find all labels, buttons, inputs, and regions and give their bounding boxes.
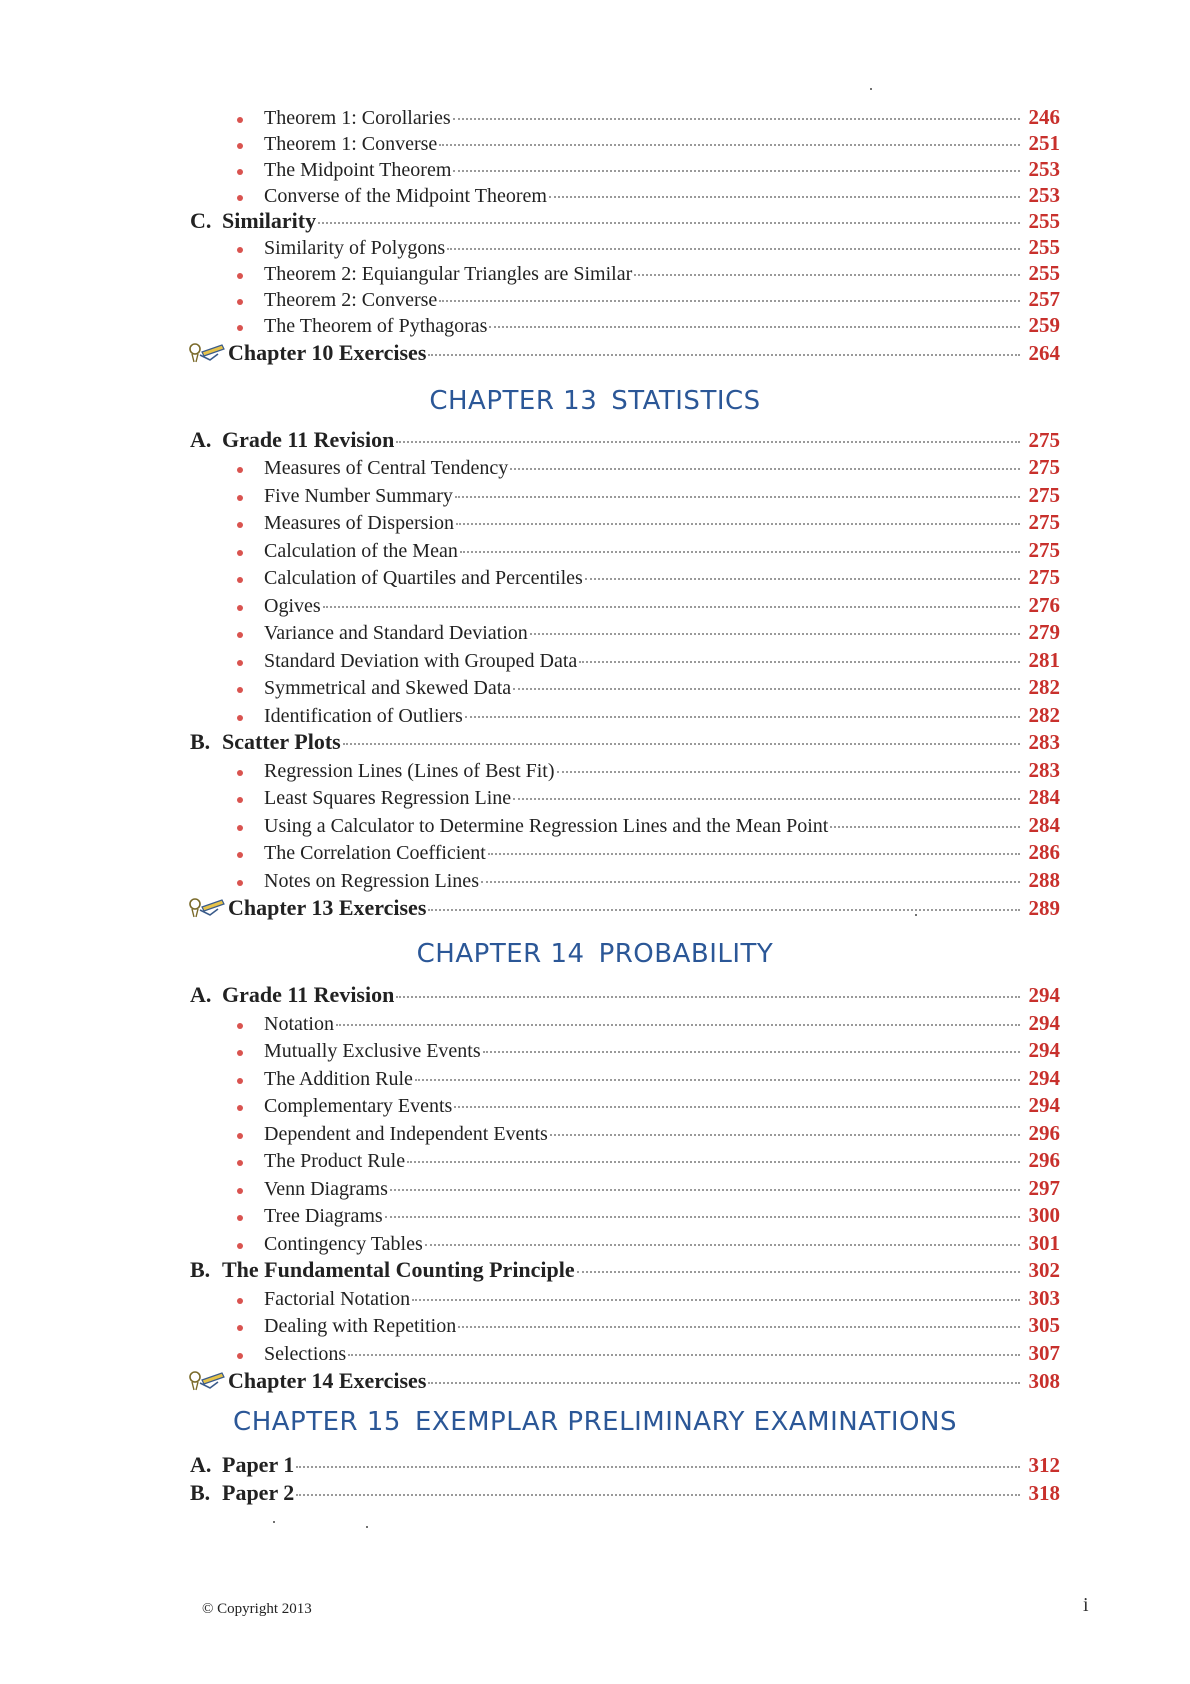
- toc-entry[interactable]: Five Number Summary 275: [190, 480, 1060, 506]
- toc-entry[interactable]: Measures of Dispersion 275: [190, 507, 1060, 533]
- toc-entry[interactable]: Symmetrical and Skewed Data 282: [190, 672, 1060, 698]
- dot-leader: [460, 531, 1020, 553]
- dot-leader: [336, 1004, 1020, 1026]
- copyright-notice: © Copyright 2013: [202, 1601, 312, 1617]
- dot-leader: [455, 476, 1020, 498]
- page-number: 308: [1028, 1369, 1060, 1393]
- toc-entry[interactable]: Theorem 1: Converse 251: [190, 128, 1060, 154]
- page-number: 251: [1028, 131, 1060, 155]
- toc-entry[interactable]: Contingency Tables 301: [190, 1228, 1060, 1254]
- toc-entry[interactable]: Converse of the Midpoint Theorem 253: [190, 180, 1060, 206]
- page-number: 294: [1028, 1093, 1060, 1117]
- page-number: 300: [1028, 1203, 1060, 1227]
- page-number: 275: [1028, 428, 1060, 452]
- page-number: 294: [1028, 983, 1060, 1007]
- dot-leader: [530, 613, 1020, 635]
- page-number: 276: [1028, 593, 1060, 617]
- dot-leader: [453, 98, 1020, 120]
- dot-leader: [323, 586, 1020, 608]
- page-number: 302: [1028, 1258, 1060, 1282]
- page-number: 255: [1028, 209, 1060, 233]
- page-number: 286: [1028, 840, 1060, 864]
- toc-entry[interactable]: Regression Lines (Lines of Best Fit) 283: [190, 755, 1060, 781]
- pencil-hand-icon: [188, 340, 226, 364]
- page-number: 279: [1028, 620, 1060, 644]
- toc-entry[interactable]: Mutually Exclusive Events 294: [190, 1035, 1060, 1061]
- section-letter: C.: [190, 208, 212, 233]
- toc-entry[interactable]: The Midpoint Theorem 253: [190, 154, 1060, 180]
- page-number: 253: [1028, 157, 1060, 181]
- page-number: 307: [1028, 1341, 1060, 1365]
- page-number: 281: [1028, 648, 1060, 672]
- toc-entry[interactable]: Calculation of Quartiles and Percentiles 275: [190, 562, 1060, 588]
- page-number: 294: [1028, 1038, 1060, 1062]
- page-number: 255: [1028, 235, 1060, 259]
- dot-leader: [412, 1279, 1020, 1301]
- section-letter: B.: [190, 729, 211, 754]
- dot-leader: [439, 124, 1020, 146]
- dot-leader: [348, 1334, 1020, 1356]
- toc-entry[interactable]: The Correlation Coefficient 286: [190, 837, 1060, 863]
- dot-leader: [428, 889, 1020, 911]
- toc-section[interactable]: C. Similarity 255: [190, 206, 1060, 232]
- chapter-heading: CHAPTER 14 PROBABILITY: [416, 939, 774, 969]
- page-number: 283: [1028, 730, 1060, 754]
- toc-entry[interactable]: Theorem 1: Corollaries 246: [190, 102, 1060, 128]
- dot-leader: [489, 306, 1020, 328]
- page-number: 296: [1028, 1148, 1060, 1172]
- dot-leader: [390, 1169, 1020, 1191]
- page-number: 303: [1028, 1286, 1060, 1310]
- section-letter: A.: [190, 1452, 212, 1477]
- page-number: 284: [1028, 813, 1060, 837]
- dot-leader: [458, 1306, 1020, 1328]
- toc-entry[interactable]: The Theorem of Pythagoras 259: [190, 310, 1060, 336]
- toc-section[interactable]: A. Grade 11 Revision 294: [190, 980, 1060, 1006]
- toc-exercises[interactable]: Chapter 10 Exercises 264: [188, 338, 1060, 364]
- dot-leader: [454, 1086, 1020, 1108]
- dot-leader: [483, 1031, 1020, 1053]
- toc-entry[interactable]: Least Squares Regression Line 284: [190, 782, 1060, 808]
- page-number: 294: [1028, 1011, 1060, 1035]
- page-number: 259: [1028, 313, 1060, 337]
- dot-leader: [557, 751, 1020, 773]
- dot-leader: [577, 1251, 1020, 1273]
- toc-entry[interactable]: Theorem 2: Equiangular Triangles are Similar 255: [190, 258, 1060, 284]
- dot-leader: [488, 833, 1020, 855]
- page-number: 255: [1028, 261, 1060, 285]
- dot-leader: [428, 1362, 1020, 1384]
- section-letter: A.: [190, 427, 212, 452]
- page-number: 275: [1028, 565, 1060, 589]
- toc-entry[interactable]: Ogives 276: [190, 590, 1060, 616]
- toc-exercises[interactable]: Chapter 13 Exercises 289: [188, 893, 1060, 919]
- page-number: 301: [1028, 1231, 1060, 1255]
- page-number: 275: [1028, 510, 1060, 534]
- dot-leader: [481, 861, 1020, 883]
- scan-speck: [915, 914, 917, 916]
- scan-speck: [366, 1526, 368, 1528]
- toc-entry[interactable]: Selections 307: [190, 1338, 1060, 1364]
- dot-leader: [579, 641, 1020, 663]
- toc-section[interactable]: A. Grade 11 Revision 275: [190, 425, 1060, 451]
- toc-entry[interactable]: Notes on Regression Lines 288: [190, 865, 1060, 891]
- toc-section[interactable]: B. Paper 2 318: [190, 1478, 1060, 1504]
- toc-exercises[interactable]: Chapter 14 Exercises 308: [188, 1366, 1060, 1392]
- toc-entry[interactable]: Venn Diagrams 297: [190, 1173, 1060, 1199]
- dot-leader: [550, 1114, 1020, 1136]
- toc-entry[interactable]: Variance and Standard Deviation 279: [190, 617, 1060, 643]
- dot-leader: [447, 228, 1020, 250]
- dot-leader: [428, 334, 1020, 356]
- page-number: 282: [1028, 675, 1060, 699]
- toc-entry[interactable]: Notation 294: [190, 1008, 1060, 1034]
- chapter-heading: CHAPTER 13 STATISTICS: [429, 386, 761, 416]
- page-folio: i: [1083, 1594, 1089, 1616]
- page-number: 297: [1028, 1176, 1060, 1200]
- page-number: 257: [1028, 287, 1060, 311]
- toc-entry[interactable]: The Addition Rule 294: [190, 1063, 1060, 1089]
- toc-entry[interactable]: Dealing with Repetition 305: [190, 1310, 1060, 1336]
- pencil-hand-icon: [188, 1368, 226, 1392]
- page-number: 275: [1028, 538, 1060, 562]
- dot-leader: [830, 806, 1020, 828]
- dot-leader: [513, 668, 1020, 690]
- dot-leader: [456, 503, 1020, 525]
- page-number: 264: [1028, 341, 1060, 365]
- page-number: 282: [1028, 703, 1060, 727]
- toc-entry[interactable]: Standard Deviation with Grouped Data 281: [190, 645, 1060, 671]
- dot-leader: [396, 421, 1020, 443]
- dot-leader: [425, 1224, 1020, 1246]
- toc-section[interactable]: B. Scatter Plots 283: [190, 727, 1060, 753]
- dot-leader: [385, 1196, 1020, 1218]
- dot-leader: [296, 1474, 1020, 1496]
- dot-leader: [549, 176, 1020, 198]
- section-letter: A.: [190, 982, 212, 1007]
- page-number: 305: [1028, 1313, 1060, 1337]
- toc-entry[interactable]: Factorial Notation 303: [190, 1283, 1060, 1309]
- dot-leader: [585, 558, 1020, 580]
- dot-leader: [465, 696, 1020, 718]
- dot-leader: [634, 254, 1020, 276]
- page-number: 284: [1028, 785, 1060, 809]
- page-number: 288: [1028, 868, 1060, 892]
- dot-leader: [439, 280, 1020, 302]
- page-number: 275: [1028, 455, 1060, 479]
- toc-entry[interactable]: Theorem 2: Converse 257: [190, 284, 1060, 310]
- toc-entry[interactable]: Calculation of the Mean 275: [190, 535, 1060, 561]
- page-number: 283: [1028, 758, 1060, 782]
- page-number: 312: [1028, 1453, 1060, 1477]
- page-number: 296: [1028, 1121, 1060, 1145]
- dot-leader: [343, 723, 1020, 745]
- toc-entry[interactable]: Similarity of Polygons 255: [190, 232, 1060, 258]
- dot-leader: [407, 1141, 1020, 1163]
- toc-entry[interactable]: Identification of Outliers 282: [190, 700, 1060, 726]
- toc-entry[interactable]: Dependent and Independent Events 296: [190, 1118, 1060, 1144]
- dot-leader: [453, 150, 1020, 172]
- scan-speck: [273, 1521, 275, 1523]
- chapter-heading: CHAPTER 15 EXEMPLAR PRELIMINARY EXAMINATIONS: [233, 1407, 957, 1437]
- page-number: 253: [1028, 183, 1060, 207]
- page-number: 318: [1028, 1481, 1060, 1505]
- toc-entry[interactable]: Using a Calculator to Determine Regression Lines and the Mean Point 284: [190, 810, 1060, 836]
- section-letter: B.: [190, 1480, 211, 1505]
- section-letter: B.: [190, 1257, 211, 1282]
- page-number: 275: [1028, 483, 1060, 507]
- toc-entry[interactable]: Complementary Events 294: [190, 1090, 1060, 1116]
- page-number: 294: [1028, 1066, 1060, 1090]
- dot-leader: [513, 778, 1020, 800]
- toc-entry[interactable]: The Product Rule 296: [190, 1145, 1060, 1171]
- dot-leader: [396, 976, 1020, 998]
- toc-entry[interactable]: Measures of Central Tendency 275: [190, 452, 1060, 478]
- pencil-hand-icon: [188, 895, 226, 919]
- page-number: 289: [1028, 896, 1060, 920]
- scan-speck: [870, 88, 872, 90]
- page-number: 246: [1028, 105, 1060, 129]
- dot-leader: [510, 448, 1020, 470]
- toc-entry[interactable]: Tree Diagrams 300: [190, 1200, 1060, 1226]
- toc-section[interactable]: A. Paper 1 312: [190, 1450, 1060, 1476]
- dot-leader: [318, 202, 1020, 224]
- dot-leader: [415, 1059, 1020, 1081]
- toc-section[interactable]: B. The Fundamental Counting Principle 302: [190, 1255, 1060, 1281]
- dot-leader: [296, 1446, 1020, 1468]
